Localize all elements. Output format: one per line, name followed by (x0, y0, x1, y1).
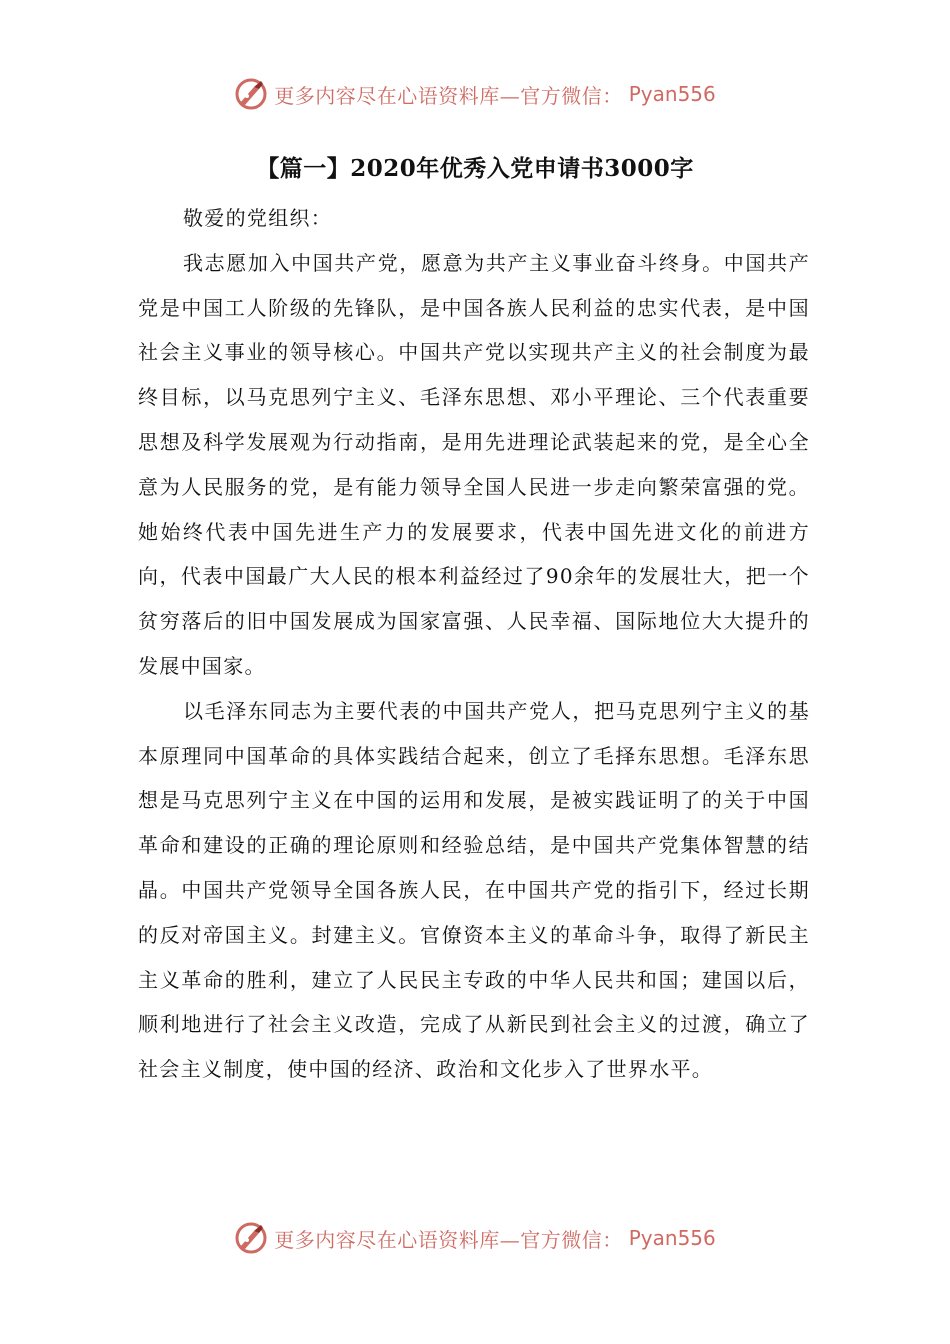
footer-banner-wechat-id: Pyan556 (628, 1226, 716, 1250)
salutation: 敬爱的党组织： (183, 206, 333, 230)
header-banner-wechat-id: Pyan556 (628, 82, 716, 106)
footer-banner-text: 更多内容尽在心语资料库—官方微信： (274, 1227, 623, 1252)
document-body (138, 196, 810, 1092)
pen-logo-icon (234, 77, 268, 111)
header-banner-text: 更多内容尽在心语资料库—官方微信： (274, 83, 623, 108)
footer-banner (0, 1216, 950, 1260)
paragraph-1: 我志愿加入中国共产党，愿意为共产主义事业奋斗终身。中国共产党是中国工人阶级的先锋队，是中国各族人民利益的忠实代表，是中国社会主义事业的领导核心。中国共产党以实现共产主义的社会制度为最终目标，以马克思列宁主义、毛泽东思想、邓小平理论、三个代表重要思想及科学发展观为行动指南，是用先进理论武装起来的党，是全心全意为人民服务的党，是有能力领导全国人民进一步走向繁荣富强的党。她始终代表中国先进生产力的发展要求，代表中国先进文化的前进方向，代表中国最广大人民的根本利益经过了90余年的发展壮大，把一个贫穷落后的旧中国发展成为国家富强、人民幸福、国际地位大大提升的发展中国家。 (138, 250, 810, 678)
header-banner (0, 72, 950, 116)
pen-logo-icon (234, 1221, 268, 1255)
paragraph-2: 以毛泽东同志为主要代表的中国共产党人，把马克思列宁主义的基本原理同中国革命的具体实践结合起来，创立了毛择东思想。毛泽东思想是马克思列宁主义在中国的运用和发展，是被实践证明了的关于中国革命和建设的正确的理论原则和经验总结，是中国共产党集体智慧的结晶。中国共产党领导全国各族人民，在中国共产党的指引下，经过长期的反对帝国主义。封建主义。官僚资本主义的革命斗争，取得了新民主主义革命的胜利，建立了人民民主专政的中华人民共和国；建国以后，顺利地进行了社会主义改造，完成了从新民到社会主义的过渡，确立了社会主义制度，使中国的经济、政治和文化步入了世界水平。 (138, 698, 810, 1082)
document-title: 【篇一】2020年优秀入党申请书3000字 (256, 155, 694, 182)
